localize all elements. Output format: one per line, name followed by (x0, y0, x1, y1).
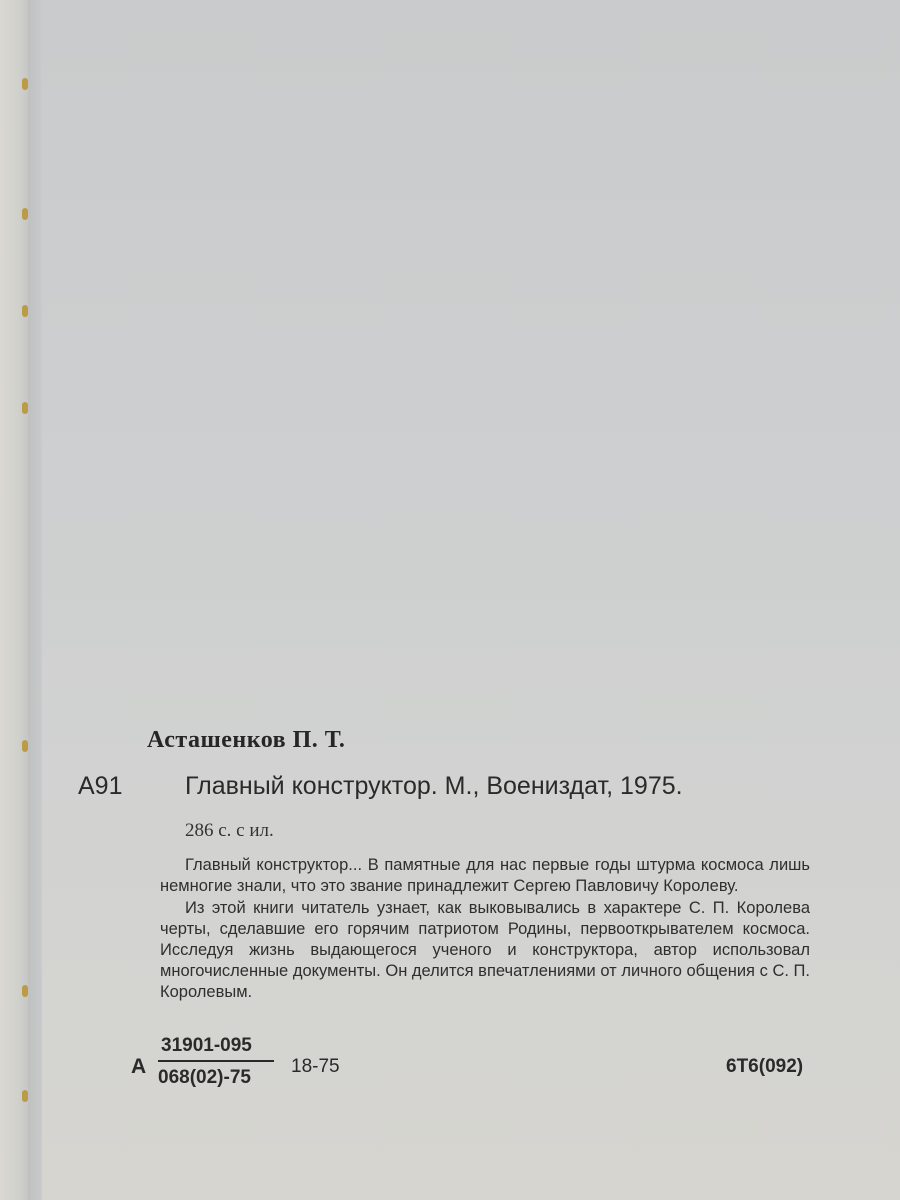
binding-staple (22, 402, 28, 414)
library-index-code: А91 (78, 772, 123, 800)
book-annotation (160, 855, 810, 1003)
annotation-paragraph: Главный конструктор... В памятные для нас первые годы штурма космоса лишь немногие знали, что это звание принадлежит Сергею Павловичу Королеву. (160, 856, 810, 895)
binding-staple (22, 78, 28, 90)
binding-staple (22, 985, 28, 997)
classification-code: 6Т6(092) (726, 1056, 804, 1077)
binding-staple (22, 305, 28, 317)
page-spine-edge (0, 0, 29, 1200)
publication-code-fraction (158, 1033, 274, 1091)
page-count: 286 с. с ил. (185, 820, 274, 841)
page-gutter (28, 0, 42, 1200)
book-title-imprint: Главный конструктор. М., Воениздат, 1975. (185, 772, 683, 800)
publication-code-middle: 18-75 (291, 1056, 340, 1077)
annotation-paragraph: Из этой книги читатель узнает, как выковывались в характере С. П. Королева черты, сделавшие его горячим патриотом Родины, первооткрывателем космоса. Исследуя жизнь выдающегося ученого и конструктора, автор использовал многочисленные документы. Он делится впечатлениями от личного общения с С. П. Королевым. (160, 899, 810, 1001)
fraction-bar (158, 1060, 274, 1062)
binding-staple (22, 1090, 28, 1102)
binding-staple (22, 208, 28, 220)
code-numerator: 31901-095 (161, 1035, 252, 1056)
code-denominator: 068(02)-75 (158, 1067, 251, 1088)
binding-staple (22, 740, 28, 752)
author-name: Асташенков П. Т. (147, 727, 346, 753)
publication-code-prefix: А (131, 1055, 147, 1078)
